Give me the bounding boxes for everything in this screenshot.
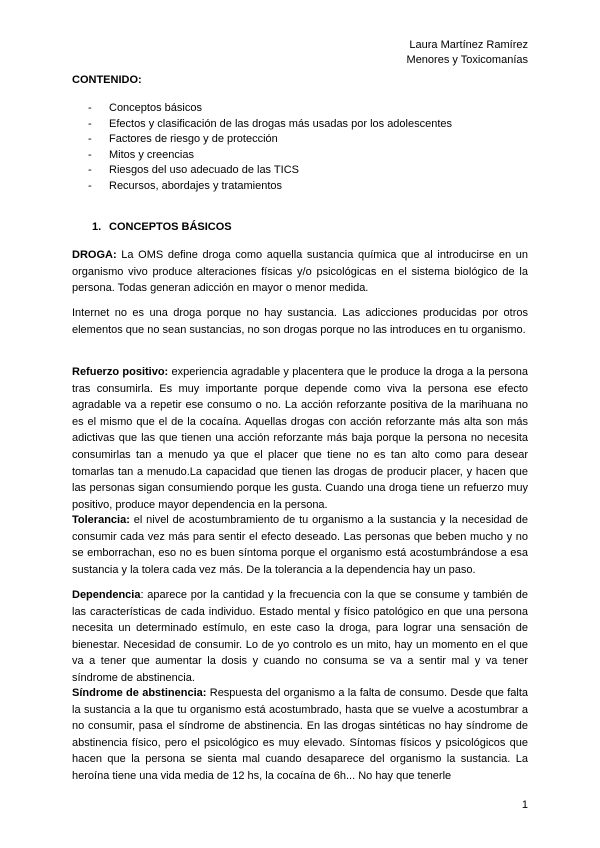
contents-item: - Riesgos del uso adecuado de las TICS xyxy=(88,164,299,176)
contents-item: - Efectos y clasificación de las drogas más usadas por los adolescentes xyxy=(88,117,453,130)
contents-title: CONTENIDO: xyxy=(72,74,142,86)
paragraph-droga: DROGA: La OMS define droga como aquella sustancia química que al introducirse en un organismo vivo produce alteraciones físicas y/o psicológicas en el sistema biológico de la persona. Todas generan adicción en mayor o menor medida. xyxy=(72,249,528,295)
paragraph-sindrome-abstinencia: Síndrome de abstinencia: Respuesta del organismo a la falta de consumo. Desde que falta la sustancia a la que tu organismo está acostumbrado, hasta que se vuelve a acostumbrar a no consumir, pasa el síndrome de abstinencia. En las drogas sintéticas no hay síndrome de abstinencia físico, pero el psicológico es muy elevado. Síntomas físicos y psicológicos que hacen que la persona se sienta mal cuando desaparece del organismo la sustancia. La heroína tiene una vida media de 12 hs, la cocaína de 6h... No hay que tenerle xyxy=(72,687,528,782)
paragraph-tolerancia: Tolerancia: el nivel de acostumbramiento de tu organismo a la sustancia y la necesidad de consumir cada vez más para sentir el efecto deseado. Las personas que beben mucho y no se emborrachan, eso no es buen síntoma porque el organismo está acostumbrándose a esa sustancia y la tolera cada vez más. De la tolerancia a la dependencia hay un paso. xyxy=(72,514,528,576)
paragraph-refuerzo-positivo: Refuerzo positivo: experiencia agradable y placentera que le produce la droga a la persona tras consumirla. Es muy importante porque depende como viva la persona ese efecto agradable va a repetir ese consumo o no. La acción reforzante positiva de la marihuana no es el mismo que el de la cocaína. Aquellas drogas con acción reforzante más alta son más adictivas que las que tienen una acción reforzante más baja porque la persona no necesita consumirlas tan a menudo ya que el placer que tiene no es tan alto como para desear tomarlas tan a menudo.La capacidad que tienen las drogas de producir placer, y hacen que las personas sigan consumiendo porque les gusta. Cuando una droga tiene un refuerzo muy positivo, produce mayor dependencia en la persona. xyxy=(72,366,529,511)
paragraph-internet: Internet no es una droga porque no hay sustancia. Las adicciones producidas por otros elementos que no sean sustancias, no son drogas porque no las introduces en tu organismo. xyxy=(72,307,528,336)
contents-item: - Conceptos básicos xyxy=(88,102,202,114)
contents-item: - Mitos y creencias xyxy=(88,148,194,161)
section-heading xyxy=(92,221,232,233)
paragraph-dependencia: Dependencia: aparece por la cantidad y la frecuencia con la que se consume y también de las características de cada individuo. Estado mental y físico patológico en que una persona necesita un determinado estímulo, en este caso la droga, para lograr una sensación de bienestar. Necesidad de consumir. Lo de yo controlo es un mito, hay un momento en el que va a tener que aumentar la dosis y cuando no consuma se va a sentir mal y va tener síndrome de abstinencia. xyxy=(72,589,528,684)
term-droga: DROGA: xyxy=(72,249,117,261)
author-name: Laura Martínez Ramírez xyxy=(409,39,528,51)
section-number: 1. xyxy=(92,221,102,233)
term-tolerancia: Tolerancia: xyxy=(72,514,130,526)
contents-item: - Recursos, abordajes y tratamientos xyxy=(88,179,283,192)
term-refuerzo-positivo: Refuerzo positivo: xyxy=(72,366,169,378)
contents-list xyxy=(88,101,452,194)
contents-item: - Factores de riesgo y de protección xyxy=(88,133,278,145)
term-sindrome-abstinencia: Síndrome de abstinencia: xyxy=(72,687,207,699)
section-title: CONCEPTOS BÁSICOS xyxy=(109,221,232,233)
page-number: 1 xyxy=(521,799,528,811)
term-dependencia: Dependencia xyxy=(72,589,141,601)
page-header xyxy=(407,38,528,68)
document-subject: Menores y Toxicomanías xyxy=(406,54,528,66)
